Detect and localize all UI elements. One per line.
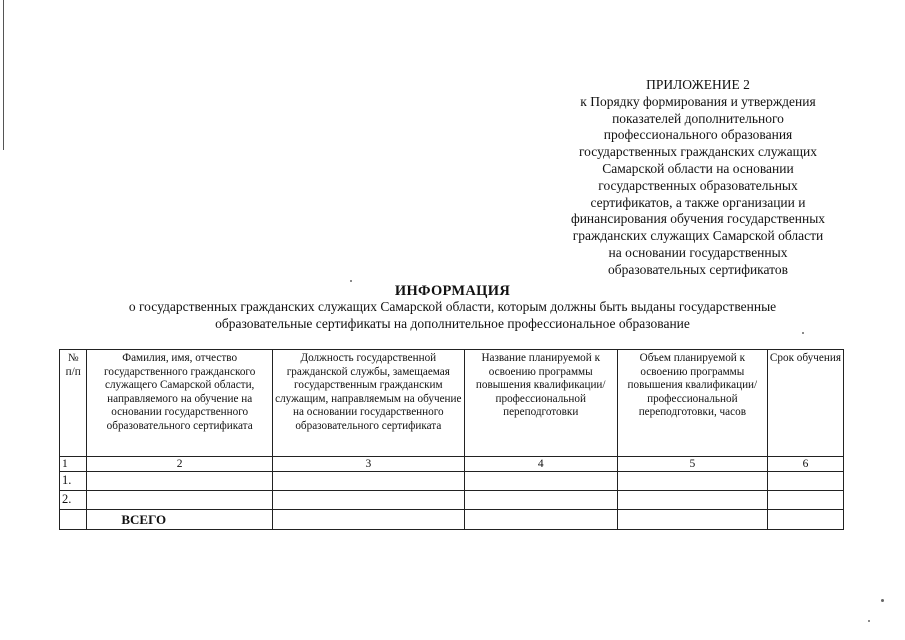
subheading-line-1: о государственных гражданских служащих Самарской области, которым должны быть выданы государственные <box>128 299 777 314</box>
appendix-line: государственных образовательных <box>598 177 798 193</box>
total-row <box>60 510 844 530</box>
table-cell <box>617 491 767 510</box>
page-edge-line <box>3 0 4 150</box>
appendix-line: образовательных сертификатов <box>607 261 789 277</box>
row-number: 2. <box>60 491 87 510</box>
column-number: 5 <box>617 457 767 472</box>
column-number: 2 <box>87 457 273 472</box>
table-cell <box>617 472 767 491</box>
table-cell <box>272 472 464 491</box>
table-cell <box>767 472 843 491</box>
scan-speck <box>868 620 870 622</box>
table-cell <box>767 491 843 510</box>
header-program-name: Название планируемой к освоению программы повышения квалификации/ профессиональной переподготовки <box>464 350 617 457</box>
header-program-volume: Объем планируемой к освоению программы повышения квалификации/ профессиональной переподготовки, часов <box>617 350 767 457</box>
table-cell <box>272 491 464 510</box>
column-numbers-row <box>60 457 844 472</box>
table-cell <box>464 472 617 491</box>
appendix-line: государственных гражданских служащих <box>578 144 818 160</box>
document-heading: ИНФОРМАЦИЯ <box>394 283 511 299</box>
table-cell <box>60 510 87 530</box>
scan-speck <box>350 280 352 282</box>
appendix-line: Самарской области на основании <box>602 160 794 176</box>
column-number: 4 <box>464 457 617 472</box>
appendix-line: профессионального образования <box>603 127 793 143</box>
table-cell <box>767 510 843 530</box>
table-row <box>60 472 844 491</box>
appendix-line: сертификатов, а также организации и <box>590 194 806 210</box>
appendix-line: показателей дополнительного <box>612 110 784 126</box>
column-number: 3 <box>272 457 464 472</box>
appendix-line: гражданских служащих Самарской области <box>572 228 824 244</box>
table-cell <box>617 510 767 530</box>
header-study-period: Срок обучения <box>767 350 843 457</box>
header-full-name: Фамилия, имя, отчество государственного гражданского служащего Самарской области, направляемого на обучение на основании государственного образовательного сертификата <box>87 350 273 457</box>
total-label: ВСЕГО <box>87 510 273 530</box>
table-cell <box>464 510 617 530</box>
header-number: № п/п <box>60 350 87 457</box>
appendix-line: финансирования обучения государственных <box>570 211 826 227</box>
table-row <box>60 491 844 510</box>
document-subheading <box>50 299 855 332</box>
appendix-line: к Порядку формирования и утверждения <box>580 93 816 109</box>
table-cell <box>87 472 273 491</box>
column-number: 1 <box>60 457 87 472</box>
column-number: 6 <box>767 457 843 472</box>
table-cell <box>272 510 464 530</box>
table-cell <box>87 491 273 510</box>
subheading-line-2: образовательные сертификаты на дополнительное профессиональное образование <box>215 315 690 331</box>
table-cell <box>464 491 617 510</box>
scan-speck <box>802 332 804 334</box>
row-number: 1. <box>60 472 87 491</box>
header-position: Должность государственной гражданской службы, замещаемая государственным гражданским служащим, направляемым на обучение на основании государственного образовательного сертификата <box>272 350 464 457</box>
employee-table <box>59 349 844 530</box>
appendix-line: на основании государственных <box>608 244 788 260</box>
scan-speck <box>881 599 884 602</box>
appendix-title: ПРИЛОЖЕНИЕ 2 <box>646 77 750 92</box>
table-header-row <box>60 350 844 457</box>
appendix-block <box>548 77 848 279</box>
